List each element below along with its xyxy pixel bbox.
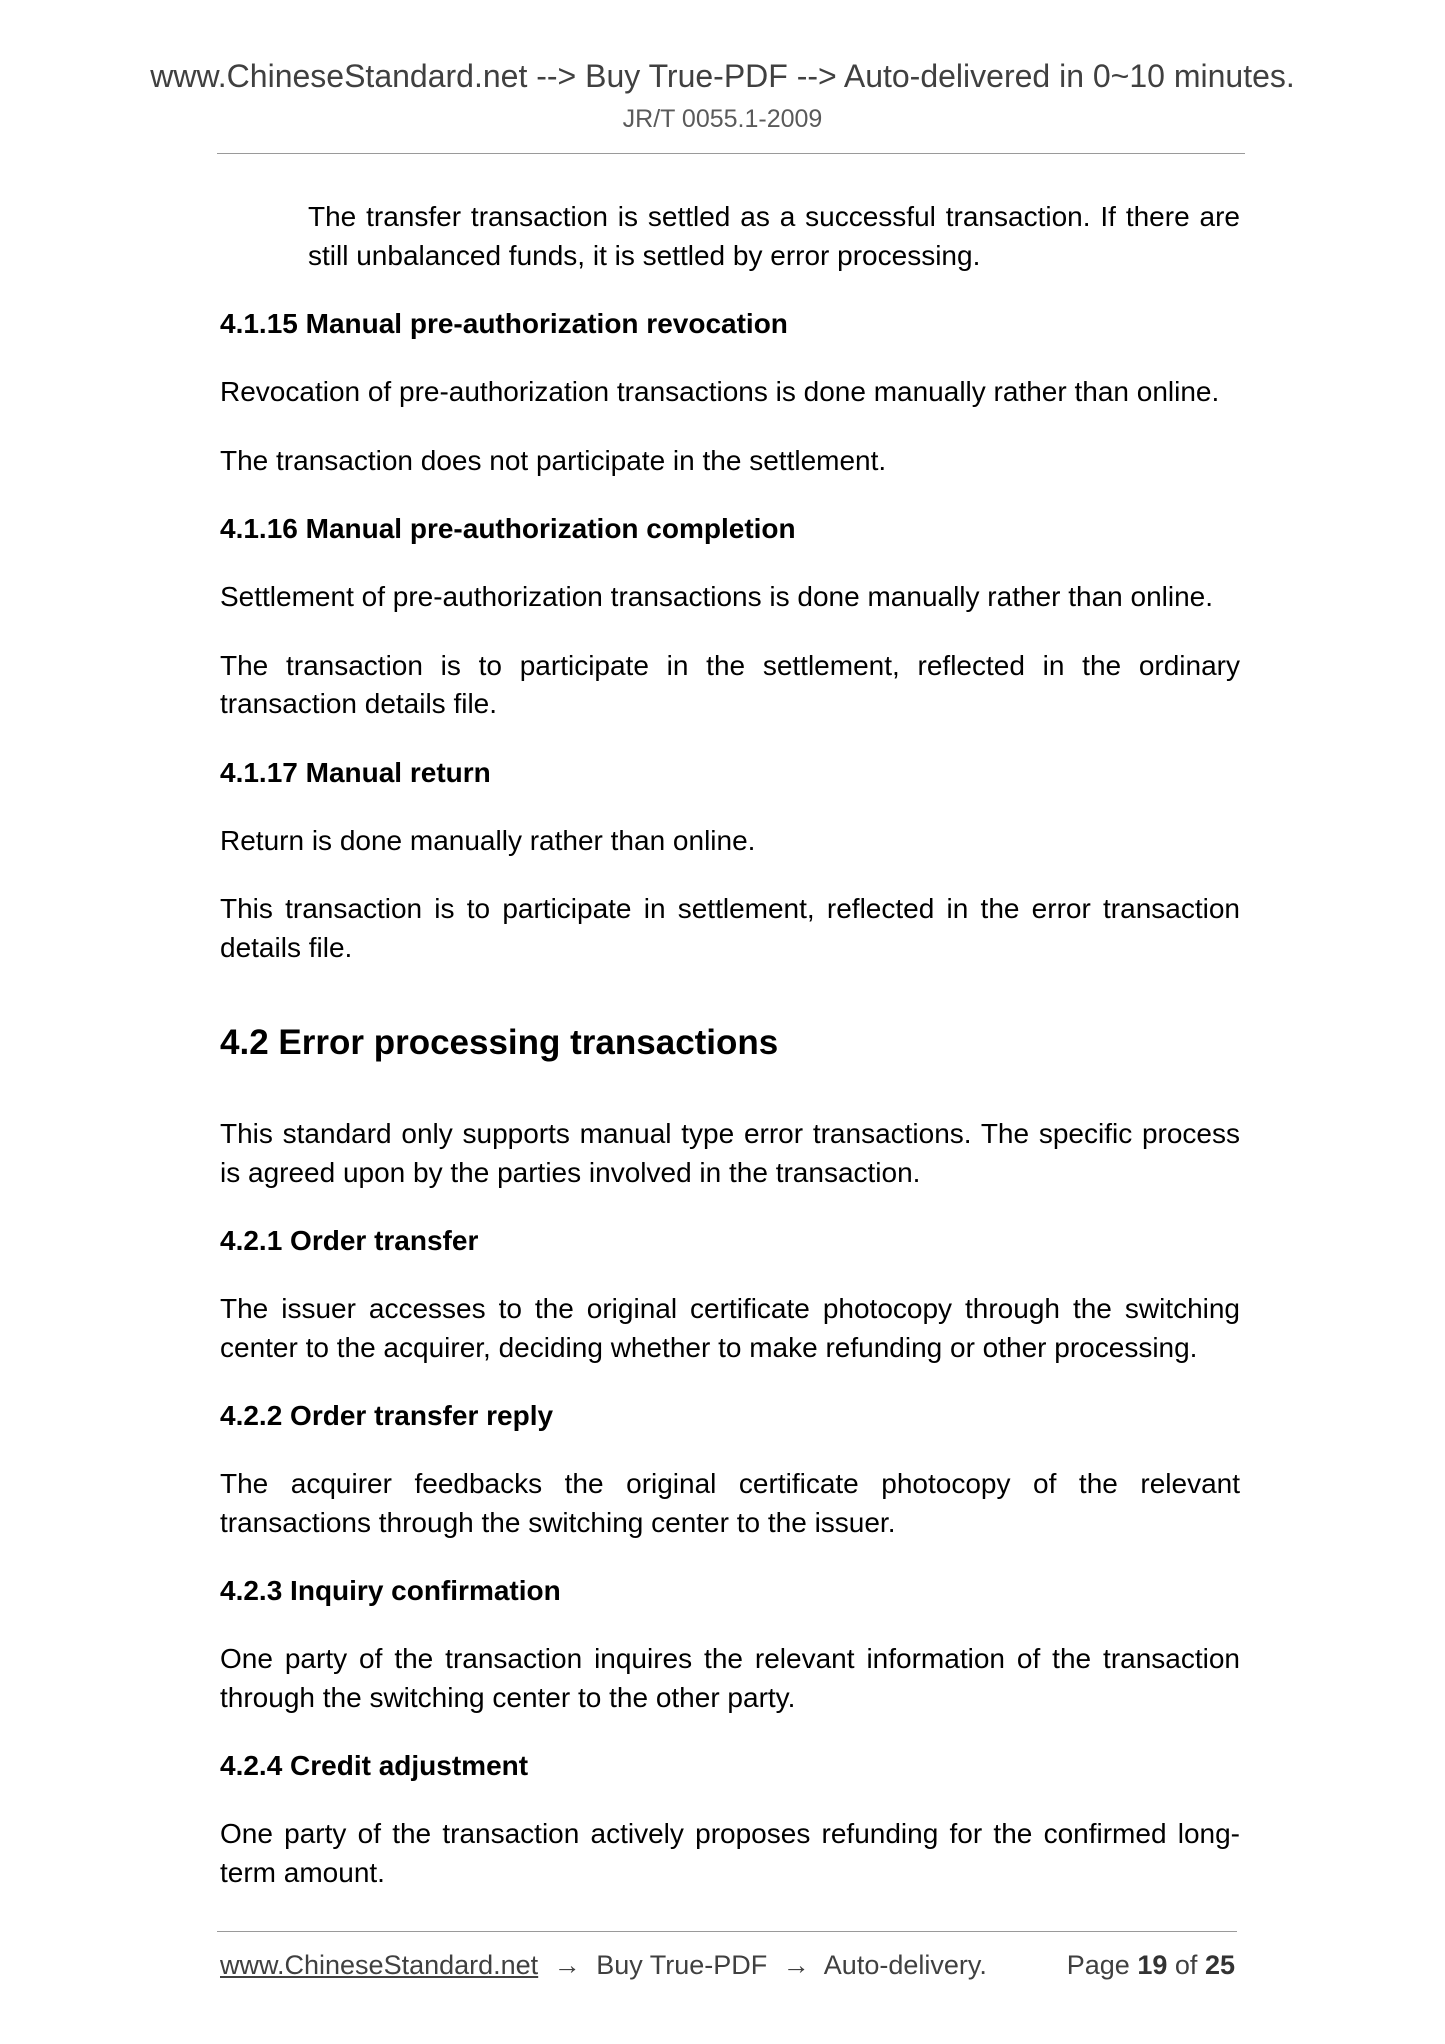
- paragraph-4-2-2-1: The acquirer feedbacks the original certificate photocopy of the relevant transactions through the switching center to the issuer.: [220, 1468, 1240, 1538]
- of-label: of: [1174, 1950, 1198, 1980]
- page-label: Page: [1066, 1950, 1130, 1980]
- arrow-right-icon: →: [553, 1950, 581, 1980]
- page-footer: [220, 1946, 1235, 1986]
- paragraph-4-1-17-1: Return is done manually rather than online.: [220, 824, 756, 856]
- heading-4-1-15: 4.1.15 Manual pre-authorization revocation: [220, 308, 788, 339]
- paragraph-4-2-1: This standard only supports manual type error transactions. The specific process is agreed upon by the parties involved in the transaction.: [220, 1118, 1240, 1188]
- heading-4-2-2: 4.2.2 Order transfer reply: [220, 1400, 554, 1431]
- heading-4-1-17: 4.1.17 Manual return: [220, 756, 491, 788]
- paragraph-4-1-16-1: Settlement of pre-authorization transactions is done manually rather than online.: [220, 581, 1214, 612]
- heading-4-2-3: 4.2.3 Inquiry confirmation: [220, 1575, 561, 1606]
- footer-buy-text: Buy True-PDF: [596, 1950, 768, 1980]
- total-pages: 25: [1204, 1950, 1235, 1980]
- arrow-right-icon: →: [782, 1950, 810, 1980]
- intro-paragraph: The transfer transaction is settled as a successful transaction. If there are still unbalanced funds, it is settled by error processing.: [308, 201, 1240, 271]
- document-id: JR/T 0055.1-2009: [622, 105, 823, 133]
- paragraph-4-1-17-2: This transaction is to participate in settlement, reflected in the error transaction details file.: [220, 893, 1240, 963]
- footer-site-link[interactable]: www.ChineseStandard.net: [220, 1950, 539, 1980]
- paragraph-4-2-3-1: One party of the transaction inquires the relevant information of the transaction through the switching center to the other party.: [220, 1643, 1240, 1713]
- paragraph-4-1-15-1: Revocation of pre-authorization transactions is done manually rather than online.: [220, 376, 1220, 407]
- paragraph-4-1-15-2: The transaction does not participate in the settlement.: [220, 444, 887, 476]
- heading-4-2-4: 4.2.4 Credit adjustment: [220, 1750, 529, 1781]
- paragraph-4-2-4-1: One party of the transaction actively proposes refunding for the confirmed long-term amount.: [220, 1818, 1240, 1888]
- paragraph-4-2-1-1: The issuer accesses to the original certificate photocopy through the switching center to the acquirer, deciding whether to make refunding or other processing.: [220, 1293, 1240, 1363]
- paragraph-4-1-16-2: The transaction is to participate in the settlement, reflected in the ordinary transaction details file.: [220, 649, 1240, 719]
- footer-delivery-text: Auto-delivery.: [823, 1950, 987, 1980]
- page-number: [1067, 1946, 1235, 1984]
- heading-4-1-16: 4.1.16 Manual pre-authorization completion: [220, 513, 796, 544]
- header-banner: www.ChineseStandard.net --> Buy True-PDF --> Auto-delivered in 0~10 minutes.: [150, 58, 1295, 94]
- header-divider: [217, 153, 1245, 154]
- footer-divider: [217, 1931, 1237, 1932]
- heading-4-2-1: 4.2.1 Order transfer: [220, 1225, 479, 1256]
- footer-left: [220, 1946, 987, 1984]
- current-page: 19: [1137, 1950, 1168, 1980]
- heading-4-2: 4.2 Error processing transactions: [220, 1023, 779, 1062]
- page-content: [220, 198, 1240, 1922]
